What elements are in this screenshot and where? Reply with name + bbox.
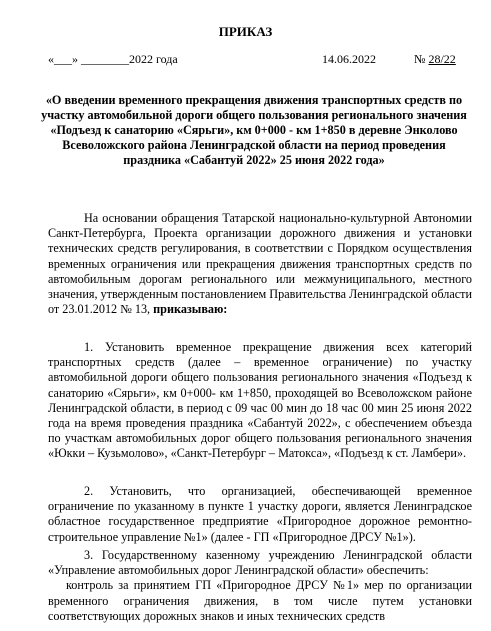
order-item-3 bbox=[48, 548, 472, 624]
document-title: ПРИКАЗ bbox=[218, 24, 273, 39]
order-item-2 bbox=[48, 484, 472, 545]
order-date: 14.06.2022 bbox=[322, 52, 376, 66]
order-number-value: 28/22 bbox=[428, 52, 456, 66]
order-item-3-text: 3. Государственному казенному учреждению Ленинградской области «Управление автомобильных дорог Ленинградской области» обеспечить: bbox=[48, 548, 472, 578]
order-subject: «О введении временного прекращения движения транспортных средств по участку автомобильной дороги общего пользования регионального значения «Подъезд к санаторию «Сярьги», км 0+000 - км 1+850 в деревне Энколово Всеволожского района Ленинградской области на период проведения праздника «Сабантуй 2022» 25 июня 2022 года» bbox=[41, 93, 467, 167]
preamble-paragraph bbox=[48, 211, 472, 317]
order-item-1-text: 1. Установить временное прекращение движения всех категорий транспортных средств (далее – временное ограничение) по участку автомобильной дороги общего пользования регионального значения «Подъезд к санаторию «Сярьги», км 0+000- км 1+850, проходящей во Всеволожском районе Ленинградской области, в период с 09 час 00 мин до 18 час 00 мин 25 июня 2022 года на время проведения праздника «Сабантуй 2022», с обеспечением объезда по участкам автомобильных дорог общего пользования регионального значения «Юкки – Кузьмолово», «Санкт-Петербург – Матокса», «Подъезд к ст. Ламбери». bbox=[48, 340, 472, 461]
order-number-prefix: № bbox=[414, 52, 429, 66]
order-item-3-subitem: контроль за принятием ГП «Пригородное ДРСУ №1» мер по организации временного ограничения движения, в том числе путем установки соответствующих дорожных знаков и иных технических средств bbox=[48, 578, 472, 623]
date-placeholder: «___» ________2022 года bbox=[48, 52, 178, 66]
order-number bbox=[414, 52, 456, 67]
preamble-directive: приказываю: bbox=[153, 302, 228, 317]
preamble-text: На основании обращения Татарской национально-культурной Автономии Санкт-Петербурга, Проекта организации дорожного движения и установки технических средств регулирования, в соответствии с Порядком осуществления временных ограничения или прекращения движения транспортных средств по автомобильным дорогам регионального или межмуниципального, местного значения, утвержденным постановлением Правительства Ленинградской области от 23.01.2012 № 13, bbox=[48, 211, 473, 317]
order-item-2-text: 2. Установить, что организацией, обеспечивающей временное ограничение по указанному в пункте 1 участку дороги, является Ленинградское областное государственное предприятие «Пригородное дорожное ремонтно-строительное управление №1» (далее - ГП «Пригородное ДРСУ №1»). bbox=[48, 484, 472, 544]
order-item-1 bbox=[48, 340, 472, 462]
